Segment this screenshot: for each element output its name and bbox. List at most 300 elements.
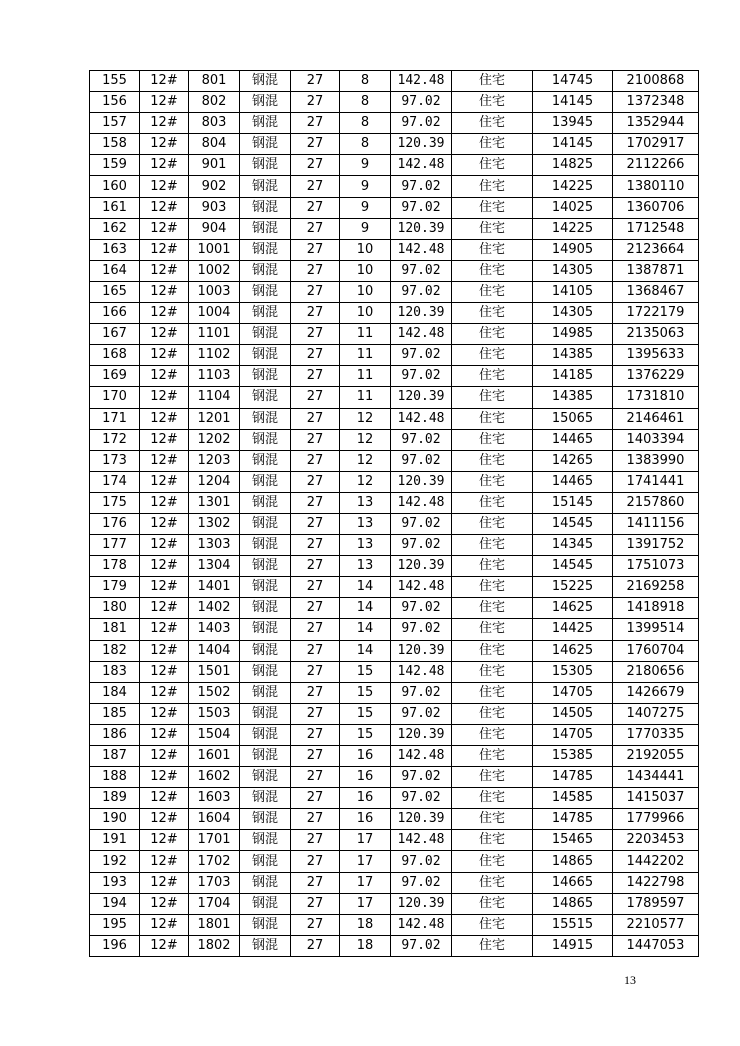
- cell-total-floors: 27: [291, 788, 340, 809]
- cell-usage: 住宅: [452, 492, 533, 513]
- cell-unit-number: 1501: [189, 661, 240, 682]
- cell-building: 12#: [140, 724, 189, 745]
- cell-unit-number: 1402: [189, 598, 240, 619]
- cell-row-index: 193: [90, 872, 140, 893]
- cell-unit-number: 1504: [189, 724, 240, 745]
- cell-unit-price: 14865: [533, 851, 613, 872]
- cell-structure: 钢混: [240, 788, 291, 809]
- cell-area: 120.39: [391, 303, 452, 324]
- table-row: [90, 893, 699, 914]
- cell-row-index: 190: [90, 809, 140, 830]
- cell-floor: 18: [340, 935, 391, 956]
- cell-total-floors: 27: [291, 703, 340, 724]
- cell-floor: 9: [340, 218, 391, 239]
- cell-building: 12#: [140, 113, 189, 134]
- cell-unit-price: 14225: [533, 176, 613, 197]
- cell-unit-price: 14545: [533, 556, 613, 577]
- cell-structure: 钢混: [240, 513, 291, 534]
- cell-row-index: 160: [90, 176, 140, 197]
- cell-area: 97.02: [391, 176, 452, 197]
- cell-unit-number: 804: [189, 134, 240, 155]
- cell-building: 12#: [140, 281, 189, 302]
- cell-usage: 住宅: [452, 429, 533, 450]
- cell-structure: 钢混: [240, 640, 291, 661]
- table-row: [90, 303, 699, 324]
- cell-usage: 住宅: [452, 893, 533, 914]
- table-row: [90, 450, 699, 471]
- cell-floor: 12: [340, 450, 391, 471]
- cell-area: 97.02: [391, 92, 452, 113]
- cell-usage: 住宅: [452, 92, 533, 113]
- cell-usage: 住宅: [452, 809, 533, 830]
- cell-usage: 住宅: [452, 724, 533, 745]
- cell-unit-number: 1702: [189, 851, 240, 872]
- cell-structure: 钢混: [240, 92, 291, 113]
- cell-usage: 住宅: [452, 281, 533, 302]
- cell-total-price: 1760704: [613, 640, 699, 661]
- cell-floor: 10: [340, 260, 391, 281]
- cell-total-floors: 27: [291, 92, 340, 113]
- cell-building: 12#: [140, 661, 189, 682]
- cell-unit-number: 1601: [189, 746, 240, 767]
- cell-area: 97.02: [391, 513, 452, 534]
- cell-usage: 住宅: [452, 471, 533, 492]
- cell-building: 12#: [140, 450, 189, 471]
- cell-total-floors: 27: [291, 134, 340, 155]
- cell-unit-price: 14465: [533, 471, 613, 492]
- table-row: [90, 197, 699, 218]
- cell-unit-number: 1302: [189, 513, 240, 534]
- cell-total-price: 2100868: [613, 71, 699, 92]
- table-row: [90, 176, 699, 197]
- table-row: [90, 281, 699, 302]
- cell-building: 12#: [140, 872, 189, 893]
- cell-unit-number: 801: [189, 71, 240, 92]
- cell-area: 97.02: [391, 113, 452, 134]
- cell-total-floors: 27: [291, 535, 340, 556]
- cell-total-floors: 27: [291, 914, 340, 935]
- cell-total-price: 2180656: [613, 661, 699, 682]
- cell-unit-price: 14225: [533, 218, 613, 239]
- cell-structure: 钢混: [240, 703, 291, 724]
- cell-area: 120.39: [391, 893, 452, 914]
- cell-structure: 钢混: [240, 872, 291, 893]
- table-row: [90, 703, 699, 724]
- cell-row-index: 169: [90, 366, 140, 387]
- cell-unit-number: 1602: [189, 767, 240, 788]
- table-row: [90, 661, 699, 682]
- cell-unit-price: 14105: [533, 281, 613, 302]
- cell-unit-number: 1301: [189, 492, 240, 513]
- cell-row-index: 183: [90, 661, 140, 682]
- cell-total-floors: 27: [291, 429, 340, 450]
- cell-unit-number: 902: [189, 176, 240, 197]
- cell-area: 97.02: [391, 767, 452, 788]
- data-table: [89, 70, 699, 957]
- cell-row-index: 178: [90, 556, 140, 577]
- cell-building: 12#: [140, 914, 189, 935]
- cell-usage: 住宅: [452, 324, 533, 345]
- cell-total-price: 1779966: [613, 809, 699, 830]
- cell-floor: 11: [340, 366, 391, 387]
- cell-total-floors: 27: [291, 767, 340, 788]
- cell-total-floors: 27: [291, 113, 340, 134]
- table-row: [90, 387, 699, 408]
- cell-building: 12#: [140, 788, 189, 809]
- cell-unit-price: 15145: [533, 492, 613, 513]
- cell-total-floors: 27: [291, 935, 340, 956]
- cell-floor: 17: [340, 872, 391, 893]
- cell-structure: 钢混: [240, 260, 291, 281]
- cell-total-floors: 27: [291, 239, 340, 260]
- cell-floor: 13: [340, 556, 391, 577]
- cell-total-price: 1352944: [613, 113, 699, 134]
- cell-area: 120.39: [391, 471, 452, 492]
- cell-row-index: 191: [90, 830, 140, 851]
- cell-area: 142.48: [391, 155, 452, 176]
- cell-floor: 11: [340, 345, 391, 366]
- cell-building: 12#: [140, 640, 189, 661]
- cell-area: 120.39: [391, 218, 452, 239]
- cell-total-price: 1770335: [613, 724, 699, 745]
- cell-floor: 17: [340, 830, 391, 851]
- cell-area: 120.39: [391, 556, 452, 577]
- cell-unit-price: 14785: [533, 809, 613, 830]
- cell-total-floors: 27: [291, 577, 340, 598]
- cell-unit-number: 1502: [189, 682, 240, 703]
- table-row: [90, 492, 699, 513]
- cell-area: 142.48: [391, 324, 452, 345]
- cell-floor: 15: [340, 682, 391, 703]
- cell-unit-number: 1104: [189, 387, 240, 408]
- cell-unit-price: 14145: [533, 134, 613, 155]
- table-row: [90, 92, 699, 113]
- cell-area: 97.02: [391, 260, 452, 281]
- cell-unit-price: 14185: [533, 366, 613, 387]
- table-row: [90, 809, 699, 830]
- cell-area: 97.02: [391, 703, 452, 724]
- cell-area: 142.48: [391, 71, 452, 92]
- cell-floor: 12: [340, 471, 391, 492]
- cell-unit-price: 14025: [533, 197, 613, 218]
- cell-row-index: 155: [90, 71, 140, 92]
- cell-floor: 12: [340, 429, 391, 450]
- cell-unit-price: 14745: [533, 71, 613, 92]
- cell-usage: 住宅: [452, 218, 533, 239]
- cell-structure: 钢混: [240, 661, 291, 682]
- cell-area: 97.02: [391, 535, 452, 556]
- cell-area: 142.48: [391, 239, 452, 260]
- cell-building: 12#: [140, 429, 189, 450]
- cell-structure: 钢混: [240, 450, 291, 471]
- cell-building: 12#: [140, 218, 189, 239]
- cell-usage: 住宅: [452, 556, 533, 577]
- table-row: [90, 535, 699, 556]
- cell-structure: 钢混: [240, 830, 291, 851]
- cell-total-floors: 27: [291, 366, 340, 387]
- cell-usage: 住宅: [452, 619, 533, 640]
- cell-unit-number: 1801: [189, 914, 240, 935]
- cell-floor: 10: [340, 239, 391, 260]
- table-row: [90, 851, 699, 872]
- cell-building: 12#: [140, 556, 189, 577]
- cell-area: 142.48: [391, 492, 452, 513]
- cell-unit-price: 14705: [533, 682, 613, 703]
- table-row: [90, 218, 699, 239]
- cell-floor: 9: [340, 155, 391, 176]
- cell-total-floors: 27: [291, 197, 340, 218]
- cell-unit-price: 14785: [533, 767, 613, 788]
- cell-area: 97.02: [391, 788, 452, 809]
- cell-structure: 钢混: [240, 471, 291, 492]
- cell-building: 12#: [140, 92, 189, 113]
- cell-floor: 8: [340, 92, 391, 113]
- table-row: [90, 619, 699, 640]
- cell-usage: 住宅: [452, 387, 533, 408]
- cell-unit-number: 1703: [189, 872, 240, 893]
- cell-total-floors: 27: [291, 619, 340, 640]
- cell-row-index: 176: [90, 513, 140, 534]
- cell-row-index: 165: [90, 281, 140, 302]
- cell-area: 97.02: [391, 450, 452, 471]
- cell-unit-price: 15225: [533, 577, 613, 598]
- cell-floor: 14: [340, 640, 391, 661]
- cell-unit-number: 903: [189, 197, 240, 218]
- cell-area: 97.02: [391, 366, 452, 387]
- cell-area: 120.39: [391, 387, 452, 408]
- cell-total-floors: 27: [291, 724, 340, 745]
- cell-building: 12#: [140, 239, 189, 260]
- table-row: [90, 598, 699, 619]
- cell-usage: 住宅: [452, 134, 533, 155]
- table-row: [90, 260, 699, 281]
- cell-row-index: 172: [90, 429, 140, 450]
- cell-row-index: 195: [90, 914, 140, 935]
- cell-building: 12#: [140, 471, 189, 492]
- cell-unit-price: 15515: [533, 914, 613, 935]
- cell-unit-price: 15465: [533, 830, 613, 851]
- cell-row-index: 171: [90, 408, 140, 429]
- cell-unit-price: 14385: [533, 387, 613, 408]
- cell-structure: 钢混: [240, 577, 291, 598]
- cell-usage: 住宅: [452, 872, 533, 893]
- table-row: [90, 682, 699, 703]
- cell-total-floors: 27: [291, 598, 340, 619]
- table-row: [90, 724, 699, 745]
- cell-unit-number: 1003: [189, 281, 240, 302]
- cell-floor: 15: [340, 724, 391, 745]
- cell-floor: 14: [340, 598, 391, 619]
- cell-total-price: 2157860: [613, 492, 699, 513]
- cell-area: 142.48: [391, 746, 452, 767]
- cell-usage: 住宅: [452, 661, 533, 682]
- cell-unit-number: 1101: [189, 324, 240, 345]
- cell-total-floors: 27: [291, 155, 340, 176]
- cell-usage: 住宅: [452, 71, 533, 92]
- cell-floor: 18: [340, 914, 391, 935]
- cell-total-price: 1731810: [613, 387, 699, 408]
- cell-building: 12#: [140, 260, 189, 281]
- cell-total-price: 1722179: [613, 303, 699, 324]
- cell-structure: 钢混: [240, 767, 291, 788]
- cell-building: 12#: [140, 809, 189, 830]
- cell-usage: 住宅: [452, 767, 533, 788]
- cell-area: 97.02: [391, 598, 452, 619]
- cell-total-floors: 27: [291, 303, 340, 324]
- cell-total-price: 2112266: [613, 155, 699, 176]
- cell-structure: 钢混: [240, 324, 291, 345]
- cell-unit-price: 14825: [533, 155, 613, 176]
- cell-row-index: 170: [90, 387, 140, 408]
- cell-usage: 住宅: [452, 239, 533, 260]
- cell-row-index: 158: [90, 134, 140, 155]
- table-row: [90, 471, 699, 492]
- cell-total-price: 1383990: [613, 450, 699, 471]
- cell-usage: 住宅: [452, 640, 533, 661]
- cell-total-price: 1380110: [613, 176, 699, 197]
- cell-unit-number: 1002: [189, 260, 240, 281]
- cell-unit-number: 1303: [189, 535, 240, 556]
- cell-unit-number: 1401: [189, 577, 240, 598]
- cell-unit-number: 802: [189, 92, 240, 113]
- cell-total-price: 1712548: [613, 218, 699, 239]
- cell-floor: 14: [340, 619, 391, 640]
- cell-structure: 钢混: [240, 935, 291, 956]
- table-row: [90, 155, 699, 176]
- cell-structure: 钢混: [240, 71, 291, 92]
- cell-floor: 16: [340, 788, 391, 809]
- cell-building: 12#: [140, 577, 189, 598]
- cell-total-price: 1360706: [613, 197, 699, 218]
- cell-structure: 钢混: [240, 809, 291, 830]
- cell-structure: 钢混: [240, 366, 291, 387]
- cell-structure: 钢混: [240, 914, 291, 935]
- table-row: [90, 408, 699, 429]
- cell-total-floors: 27: [291, 324, 340, 345]
- cell-area: 97.02: [391, 851, 452, 872]
- cell-unit-number: 1203: [189, 450, 240, 471]
- cell-building: 12#: [140, 492, 189, 513]
- cell-floor: 12: [340, 408, 391, 429]
- cell-area: 97.02: [391, 345, 452, 366]
- cell-building: 12#: [140, 851, 189, 872]
- cell-row-index: 188: [90, 767, 140, 788]
- table-row: [90, 556, 699, 577]
- cell-structure: 钢混: [240, 724, 291, 745]
- cell-building: 12#: [140, 197, 189, 218]
- cell-usage: 住宅: [452, 577, 533, 598]
- cell-structure: 钢混: [240, 218, 291, 239]
- cell-total-floors: 27: [291, 640, 340, 661]
- cell-total-price: 2169258: [613, 577, 699, 598]
- cell-total-price: 1422798: [613, 872, 699, 893]
- cell-floor: 17: [340, 851, 391, 872]
- cell-row-index: 196: [90, 935, 140, 956]
- cell-row-index: 167: [90, 324, 140, 345]
- cell-structure: 钢混: [240, 113, 291, 134]
- cell-area: 120.39: [391, 724, 452, 745]
- cell-unit-price: 14305: [533, 260, 613, 281]
- table-row: [90, 935, 699, 956]
- cell-unit-number: 1204: [189, 471, 240, 492]
- cell-floor: 11: [340, 324, 391, 345]
- cell-usage: 住宅: [452, 914, 533, 935]
- table-row: [90, 324, 699, 345]
- cell-row-index: 177: [90, 535, 140, 556]
- cell-area: 142.48: [391, 661, 452, 682]
- cell-total-floors: 27: [291, 345, 340, 366]
- cell-total-price: 1741441: [613, 471, 699, 492]
- cell-area: 120.39: [391, 134, 452, 155]
- table-row: [90, 577, 699, 598]
- cell-usage: 住宅: [452, 260, 533, 281]
- cell-total-price: 2135063: [613, 324, 699, 345]
- cell-unit-price: 14985: [533, 324, 613, 345]
- cell-unit-number: 1102: [189, 345, 240, 366]
- cell-floor: 14: [340, 577, 391, 598]
- cell-usage: 住宅: [452, 345, 533, 366]
- cell-usage: 住宅: [452, 598, 533, 619]
- table-row: [90, 239, 699, 260]
- cell-row-index: 156: [90, 92, 140, 113]
- cell-row-index: 182: [90, 640, 140, 661]
- cell-structure: 钢混: [240, 345, 291, 366]
- cell-unit-price: 15305: [533, 661, 613, 682]
- cell-total-floors: 27: [291, 71, 340, 92]
- cell-building: 12#: [140, 176, 189, 197]
- cell-unit-price: 14305: [533, 303, 613, 324]
- cell-unit-price: 14145: [533, 92, 613, 113]
- table-row: [90, 429, 699, 450]
- table-row: [90, 513, 699, 534]
- cell-usage: 住宅: [452, 830, 533, 851]
- cell-total-price: 1442202: [613, 851, 699, 872]
- cell-unit-number: 1304: [189, 556, 240, 577]
- cell-unit-price: 14865: [533, 893, 613, 914]
- cell-area: 97.02: [391, 429, 452, 450]
- table-row: [90, 345, 699, 366]
- cell-building: 12#: [140, 324, 189, 345]
- cell-usage: 住宅: [452, 113, 533, 134]
- cell-total-floors: 27: [291, 408, 340, 429]
- cell-structure: 钢混: [240, 556, 291, 577]
- cell-unit-price: 14705: [533, 724, 613, 745]
- cell-floor: 10: [340, 281, 391, 302]
- cell-area: 142.48: [391, 408, 452, 429]
- cell-unit-price: 14915: [533, 935, 613, 956]
- cell-unit-number: 1201: [189, 408, 240, 429]
- cell-row-index: 187: [90, 746, 140, 767]
- cell-building: 12#: [140, 408, 189, 429]
- cell-total-price: 2146461: [613, 408, 699, 429]
- cell-unit-price: 14265: [533, 450, 613, 471]
- cell-floor: 13: [340, 513, 391, 534]
- cell-usage: 住宅: [452, 682, 533, 703]
- cell-usage: 住宅: [452, 788, 533, 809]
- cell-unit-price: 14345: [533, 535, 613, 556]
- cell-unit-number: 904: [189, 218, 240, 239]
- cell-usage: 住宅: [452, 408, 533, 429]
- cell-structure: 钢混: [240, 155, 291, 176]
- cell-structure: 钢混: [240, 619, 291, 640]
- cell-building: 12#: [140, 387, 189, 408]
- cell-structure: 钢混: [240, 598, 291, 619]
- cell-row-index: 179: [90, 577, 140, 598]
- cell-unit-number: 1202: [189, 429, 240, 450]
- cell-row-index: 184: [90, 682, 140, 703]
- cell-structure: 钢混: [240, 893, 291, 914]
- cell-building: 12#: [140, 366, 189, 387]
